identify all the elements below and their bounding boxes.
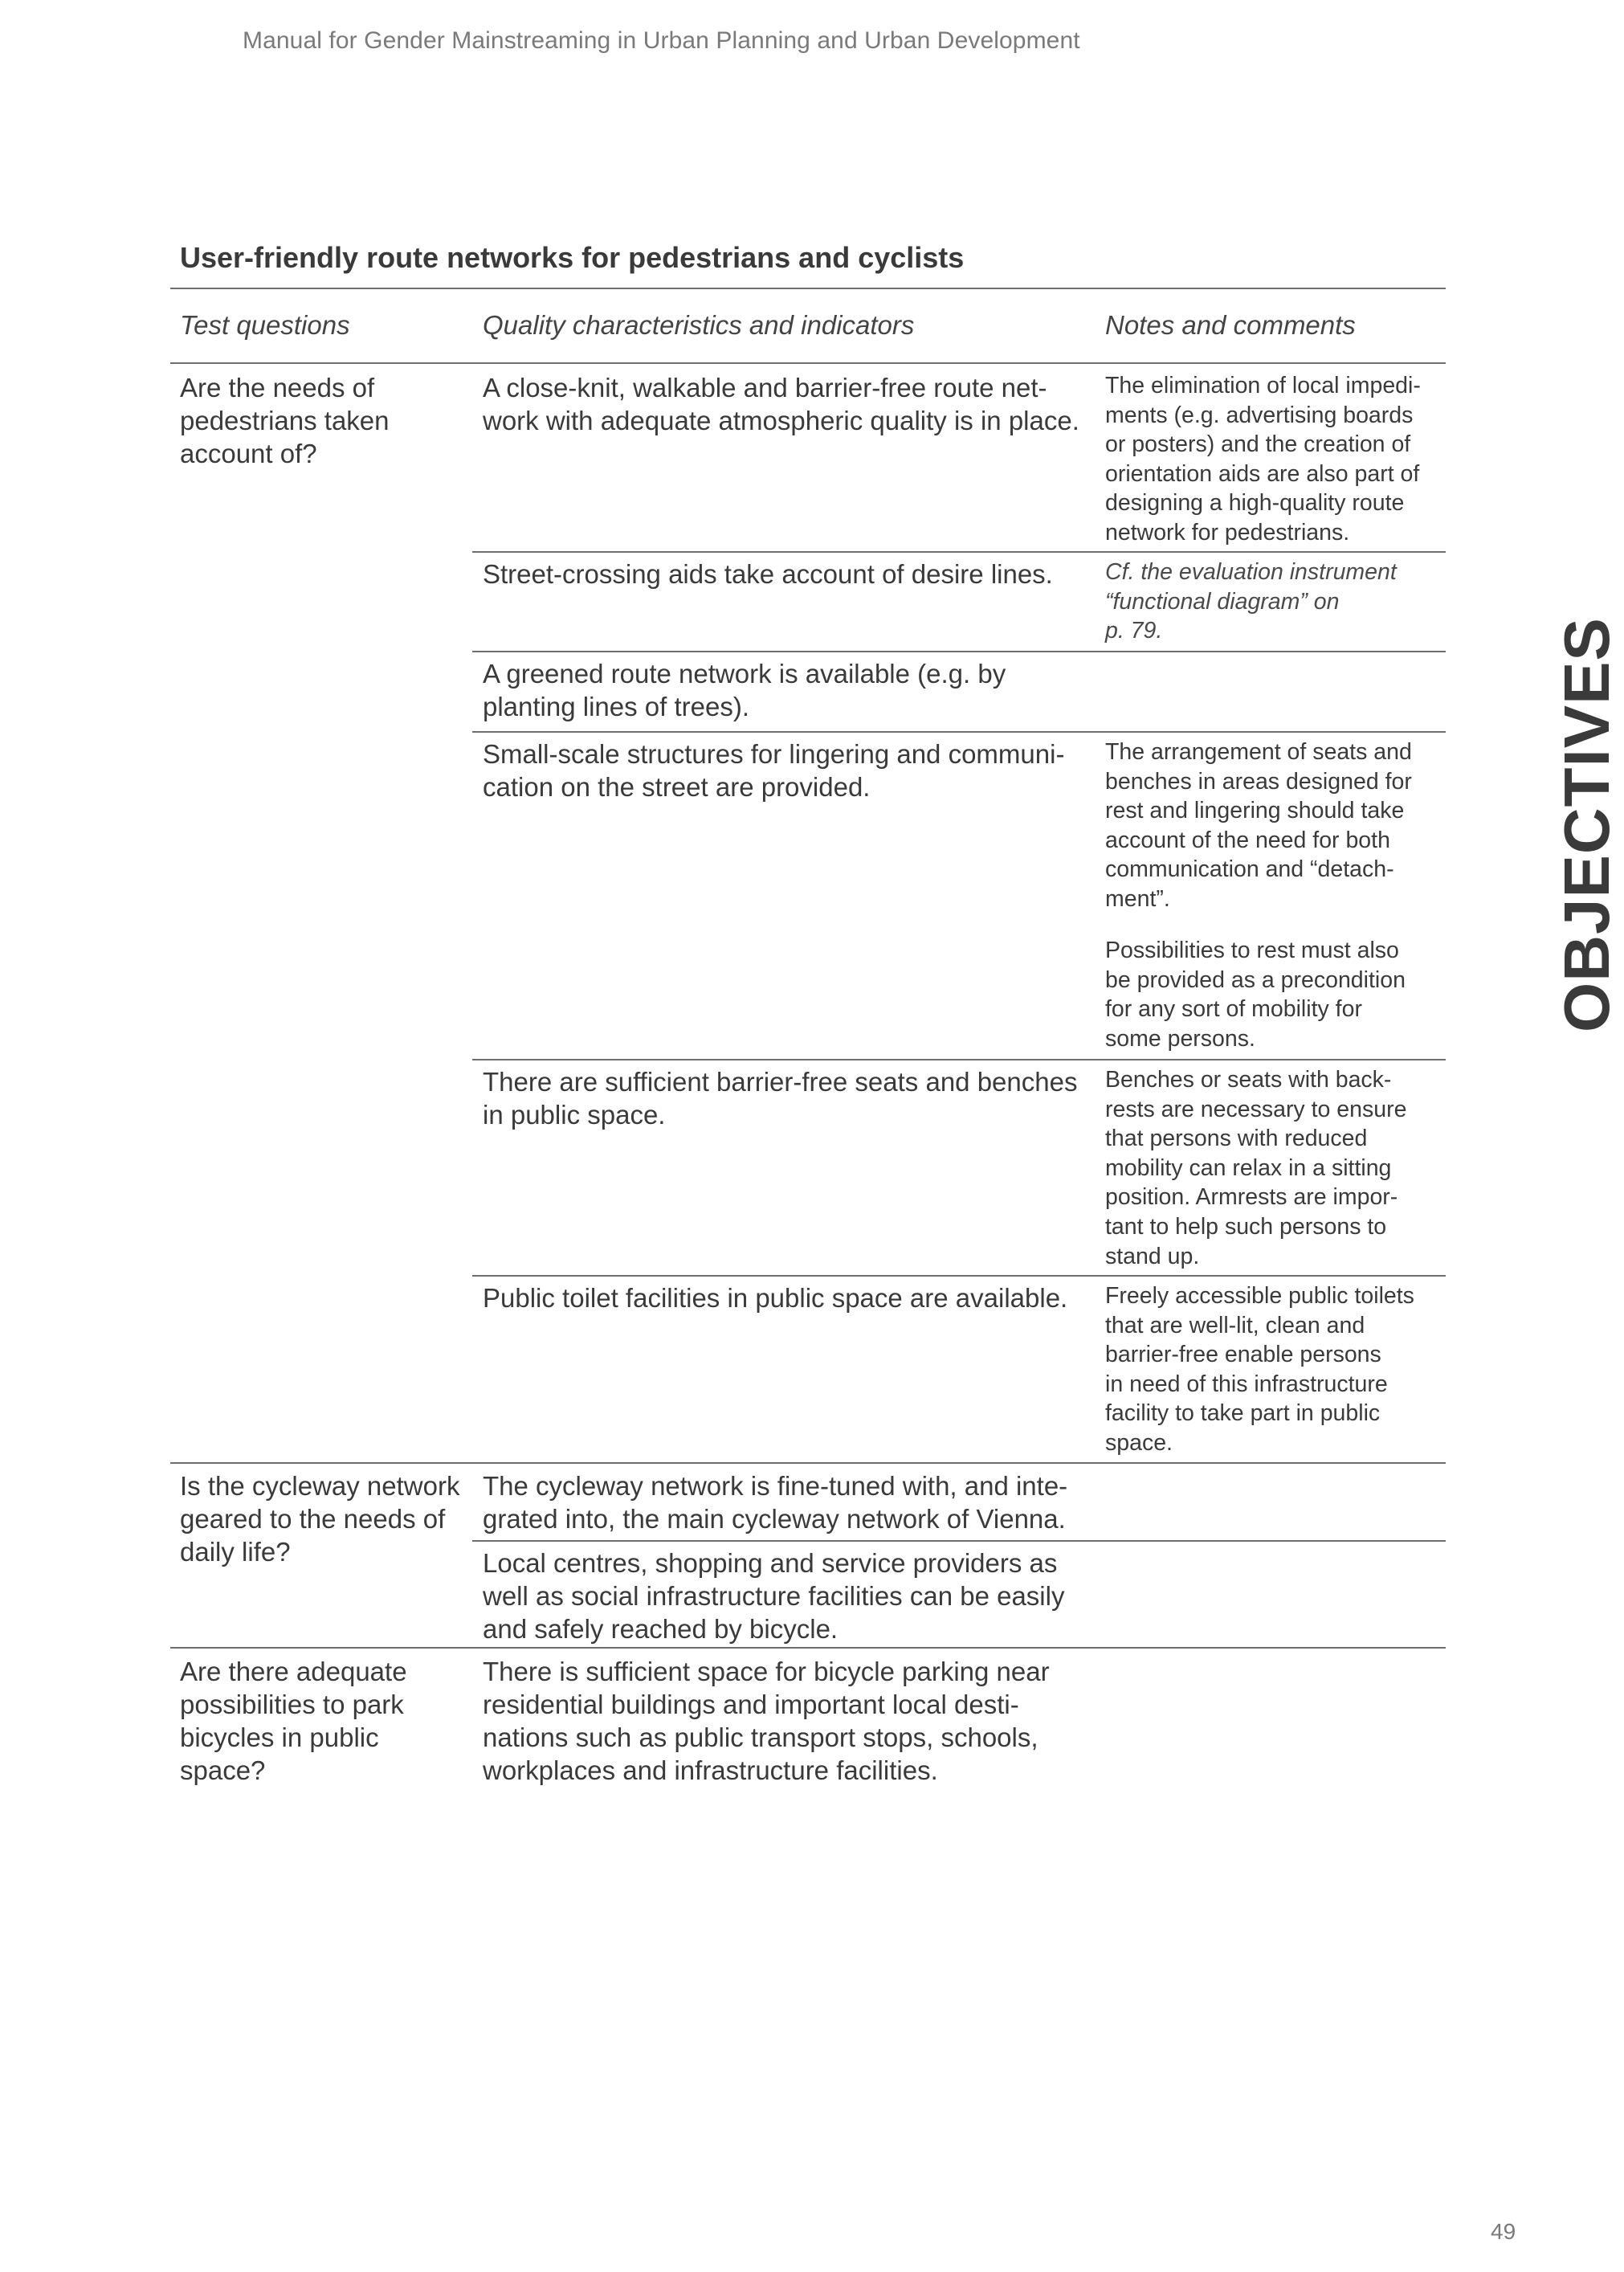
table-row-note: Cf. the evaluation instrument “functional diagram” on p. 79. (1105, 559, 1397, 644)
table-row-criterion: A close-knit, walkable and barrier-free route net- work with adequate atmospheric quality is in place. (483, 373, 1079, 435)
section-title: User-friendly route networks for pedestrians and cyclists (180, 241, 965, 274)
table-row-note: Freely accessible public toilets that are well-lit, clean and barrier-free enable persons in need of this infrastructure facility to take part in public space. (1105, 1283, 1414, 1456)
running-header: Manual for Gender Mainstreaming in Urban Planning and Urban Development (243, 27, 1080, 54)
table-row-criterion: There is sufficient space for bicycle parking near residential buildings and important local desti- nations such as public transport stops, schools, workplaces and infrastructure facilities. (483, 1657, 1050, 1785)
side-tab-objectives: OBJECTIVES (1551, 617, 1622, 1032)
table-row-criterion: The cycleway network is fine-tuned with, and inte- grated into, the main cycleway network of Vienna. (483, 1471, 1068, 1534)
table-row-criterion: There are sufficient barrier-free seats and benches in public space. (483, 1067, 1078, 1130)
column-header-notes: Notes and comments (1105, 310, 1356, 340)
table-row-criterion: Small-scale structures for lingering and communi- cation on the street are provided. (483, 739, 1065, 802)
row-divider (472, 1059, 1446, 1060)
test-question-cycleway: Is the cycleway network geared to the needs of daily life? (180, 1471, 460, 1567)
table-row-criterion: Public toilet facilities in public space are available. (483, 1283, 1068, 1313)
table-row-criterion: A greened route network is available (e.g. by planting lines of trees). (483, 659, 1006, 721)
section-divider (170, 1647, 1446, 1649)
test-question-pedestrians: Are the needs of pedestrians taken account of? (180, 373, 390, 468)
table-row-criterion: Street-crossing aids take account of desire lines. (483, 559, 1053, 589)
row-divider (472, 1540, 1446, 1542)
table-row-criterion: Local centres, shopping and service providers as well as social infrastructure facilities can be easily and safely reached by bicycle. (483, 1548, 1065, 1644)
test-question-bicycle-parking: Are there adequate possibilities to park bicycles in public space? (180, 1657, 407, 1785)
column-header-test-questions: Test questions (180, 310, 350, 340)
row-divider (472, 551, 1446, 553)
column-header-quality-characteristics: Quality characteristics and indicators (483, 310, 915, 340)
table-row-note: Benches or seats with back- rests are necessary to ensure that persons with reduced mobility can relax in a sitting position. Armrests are impor- tant to help such persons to stand up. (1105, 1067, 1407, 1269)
page-number: 49 (1491, 2219, 1516, 2244)
table-row-note: The arrangement of seats and benches in areas designed for rest and lingering should take account of the need for both communication and “detach- ment”. (1105, 739, 1412, 912)
row-divider (472, 731, 1446, 733)
row-divider (472, 651, 1446, 652)
header-bottom-rule (170, 362, 1446, 364)
table-top-rule (170, 288, 1446, 289)
section-divider (170, 1462, 1446, 1464)
table-row-note-continued: Possibilities to rest must also be provided as a precondition for any sort of mobility for some persons. (1105, 938, 1406, 1052)
row-divider (472, 1275, 1446, 1277)
table-row-note: The elimination of local impedi- ments (e.g. advertising boards or posters) and the creation of orientation aids are also part of designing a high-quality route network for pedestrians. (1105, 373, 1421, 546)
